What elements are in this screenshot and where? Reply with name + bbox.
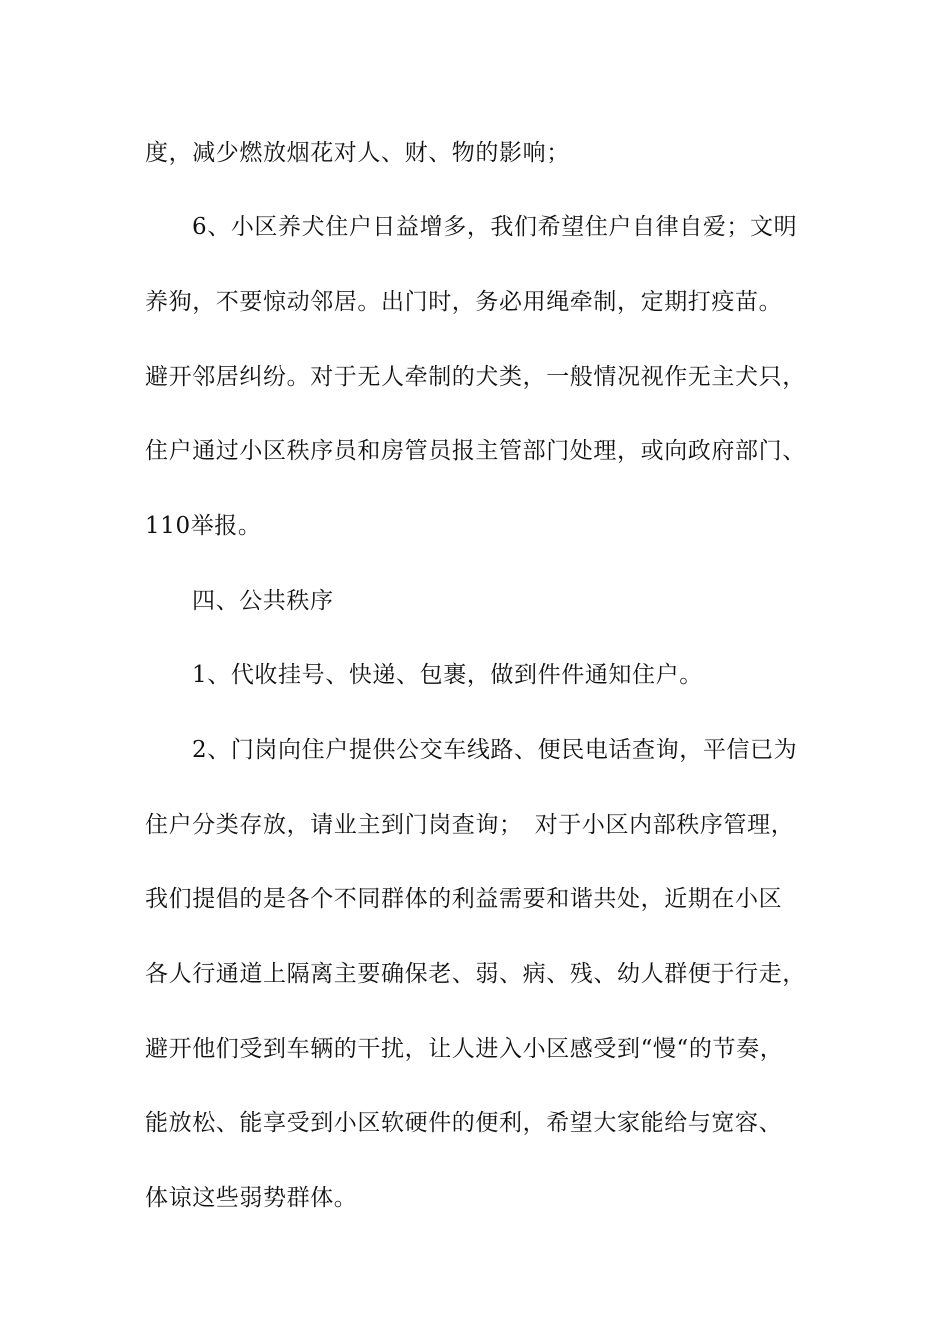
text-line-4: 避开邻居纠纷。对于无人牵制的犬类，一般情况视作无主犬只， (145, 364, 806, 390)
text-line-8: 1、代收挂号、快递、包裹，做到件件通知住户。 (192, 662, 703, 688)
text-line-6: 110举报。 (145, 513, 262, 539)
text-line-11: 我们提倡的是各个不同群体的利益需要和谐共处，近期在小区 (145, 886, 783, 912)
text-line-3: 养狗，不要惊动邻居。出门时，务必用绳牵制，定期打疫苗。 (145, 289, 783, 315)
text-line-13: 避开他们受到车辆的干扰，让人进入小区感受到“慢“的节奏， (145, 1036, 784, 1062)
text-line-10: 住户分类存放，请业主到门岗查询； 对于小区内部秩序管理， (145, 812, 795, 838)
text-line-1: 度，减少燃放烟花对人、财、物的影响； (145, 140, 570, 166)
text-line-14: 能放松、能享受到小区软硬件的便利，希望大家能给与宽容、 (145, 1110, 783, 1136)
text-line-15: 体谅这些弱势群体。 (145, 1185, 358, 1211)
text-line-2: 6、小区养犬住户日益增多，我们希望住户自律自爱；文明 (192, 214, 798, 240)
text-line-9: 2、门岗向住户提供公交车线路、便民电话查询，平信已为 (192, 737, 798, 763)
section-heading: 四、公共秩序 (192, 588, 334, 614)
text-line-5: 住户通过小区秩序员和房管员报主管部门处理，或向政府部门、 (145, 438, 806, 464)
text-line-12: 各人行通道上隔离主要确保老、弱、病、残、幼人群便于行走， (145, 961, 806, 987)
